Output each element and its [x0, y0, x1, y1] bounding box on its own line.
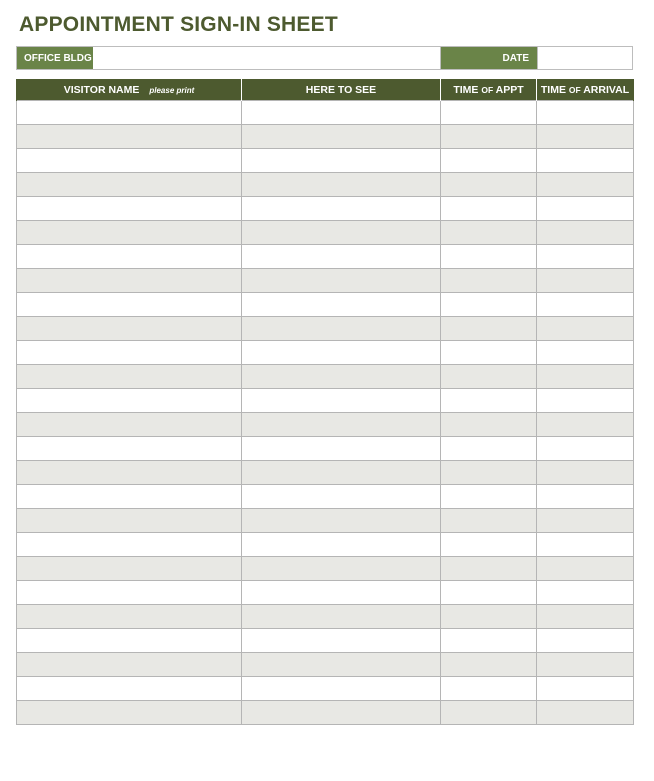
time-of-arrival-cell[interactable] — [537, 413, 634, 437]
here-to-see-cell[interactable] — [242, 581, 441, 605]
time-of-appt-cell[interactable] — [441, 389, 537, 413]
time-of-appt-cell[interactable] — [441, 485, 537, 509]
time-of-appt-part1: TIME — [453, 83, 482, 96]
date-field[interactable] — [537, 47, 632, 69]
column-header-time-of-appt — [441, 79, 537, 101]
here-to-see-cell[interactable] — [242, 125, 441, 149]
time-of-arrival-cell[interactable] — [537, 509, 634, 533]
here-to-see-cell[interactable] — [242, 293, 441, 317]
time-of-arrival-cell[interactable] — [537, 677, 634, 701]
visitor-name-cell[interactable] — [17, 653, 242, 677]
time-of-arrival-cell[interactable] — [537, 533, 634, 557]
time-of-appt-cell[interactable] — [441, 293, 537, 317]
visitor-name-cell[interactable] — [17, 701, 242, 725]
table-row — [17, 341, 634, 365]
visitor-name-cell[interactable] — [17, 557, 242, 581]
time-of-arrival-cell[interactable] — [537, 701, 634, 725]
time-of-appt-cell[interactable] — [441, 413, 537, 437]
time-of-arrival-cell[interactable] — [537, 653, 634, 677]
time-of-arrival-cell[interactable] — [537, 125, 634, 149]
time-of-appt-cell[interactable] — [441, 269, 537, 293]
table-row — [17, 389, 634, 413]
time-of-arrival-cell[interactable] — [537, 293, 634, 317]
time-of-appt-cell[interactable] — [441, 461, 537, 485]
office-bldg-field[interactable] — [93, 47, 441, 69]
visitor-name-cell[interactable] — [17, 197, 242, 221]
time-of-appt-part3: APPT — [493, 83, 524, 96]
here-to-see-cell[interactable] — [242, 413, 441, 437]
page-title: APPOINTMENT SIGN-IN SHEET — [19, 13, 338, 36]
time-of-arrival-cell[interactable] — [537, 461, 634, 485]
time-of-appt-cell[interactable] — [441, 581, 537, 605]
office-bldg-label: OFFICE BLDG — [17, 47, 93, 69]
time-of-arrival-cell[interactable] — [537, 101, 634, 125]
time-of-appt-cell[interactable] — [441, 197, 537, 221]
time-of-appt-cell[interactable] — [441, 605, 537, 629]
table-row — [17, 269, 634, 293]
time-of-appt-cell[interactable] — [441, 437, 537, 461]
time-of-arrival-part3: ARRIVAL — [580, 83, 630, 96]
visitor-name-cell[interactable] — [17, 389, 242, 413]
time-of-appt-part2: OF — [481, 84, 494, 95]
time-of-appt-cell[interactable] — [441, 701, 537, 725]
here-to-see-cell[interactable] — [242, 221, 441, 245]
table-row — [17, 677, 634, 701]
table-row — [17, 557, 634, 581]
table-header-row — [17, 79, 634, 101]
here-to-see-cell[interactable] — [242, 269, 441, 293]
column-header-here-to-see: HERE TO SEE — [242, 79, 441, 101]
time-of-arrival-cell[interactable] — [537, 437, 634, 461]
table-row — [17, 413, 634, 437]
column-header-time-of-arrival — [537, 79, 634, 101]
visitor-name-cell[interactable] — [17, 509, 242, 533]
here-to-see-cell[interactable] — [242, 245, 441, 269]
here-to-see-cell[interactable] — [242, 509, 441, 533]
table-row — [17, 653, 634, 677]
table-row — [17, 125, 634, 149]
visitor-name-cell[interactable] — [17, 605, 242, 629]
time-of-appt-cell[interactable] — [441, 245, 537, 269]
table-row — [17, 245, 634, 269]
time-of-arrival-cell[interactable] — [537, 389, 634, 413]
table-row — [17, 437, 634, 461]
table-row — [17, 221, 634, 245]
here-to-see-cell[interactable] — [242, 197, 441, 221]
time-of-arrival-cell[interactable] — [537, 245, 634, 269]
here-to-see-cell[interactable] — [242, 701, 441, 725]
here-to-see-cell[interactable] — [242, 533, 441, 557]
visitor-name-cell[interactable] — [17, 461, 242, 485]
time-of-arrival-cell[interactable] — [537, 365, 634, 389]
here-to-see-cell[interactable] — [242, 677, 441, 701]
here-to-see-cell[interactable] — [242, 485, 441, 509]
table-row — [17, 197, 634, 221]
time-of-appt-cell[interactable] — [441, 317, 537, 341]
table-row — [17, 533, 634, 557]
time-of-arrival-cell[interactable] — [537, 557, 634, 581]
time-of-appt-cell[interactable] — [441, 341, 537, 365]
here-to-see-cell[interactable] — [242, 605, 441, 629]
here-to-see-cell[interactable] — [242, 365, 441, 389]
visitor-name-cell[interactable] — [17, 293, 242, 317]
here-to-see-cell[interactable] — [242, 149, 441, 173]
visitor-name-cell[interactable] — [17, 677, 242, 701]
time-of-arrival-cell[interactable] — [537, 269, 634, 293]
date-label: DATE — [441, 47, 537, 69]
time-of-appt-cell[interactable] — [441, 557, 537, 581]
table-row — [17, 509, 634, 533]
time-of-appt-cell[interactable] — [441, 125, 537, 149]
table-body — [17, 101, 634, 725]
time-of-appt-cell[interactable] — [441, 365, 537, 389]
time-of-appt-cell[interactable] — [441, 221, 537, 245]
time-of-appt-cell[interactable] — [441, 653, 537, 677]
visitor-name-cell[interactable] — [17, 173, 242, 197]
here-to-see-cell[interactable] — [242, 101, 441, 125]
here-to-see-cell[interactable] — [242, 437, 441, 461]
table-row — [17, 149, 634, 173]
visitor-name-cell[interactable] — [17, 341, 242, 365]
column-header-visitor-name — [17, 79, 242, 101]
visitor-name-cell[interactable] — [17, 149, 242, 173]
time-of-appt-cell[interactable] — [441, 101, 537, 125]
visitor-name-cell[interactable] — [17, 269, 242, 293]
table-row — [17, 293, 634, 317]
visitor-name-cell[interactable] — [17, 533, 242, 557]
table-row — [17, 701, 634, 725]
table-row — [17, 101, 634, 125]
time-of-appt-cell[interactable] — [441, 149, 537, 173]
here-to-see-cell[interactable] — [242, 173, 441, 197]
time-of-arrival-cell[interactable] — [537, 485, 634, 509]
visitor-name-cell[interactable] — [17, 365, 242, 389]
time-of-arrival-part1: TIME — [540, 83, 569, 96]
visitor-name-cell[interactable] — [17, 317, 242, 341]
table-row — [17, 629, 634, 653]
time-of-appt-cell[interactable] — [441, 173, 537, 197]
time-of-arrival-cell[interactable] — [537, 581, 634, 605]
table-row — [17, 317, 634, 341]
table-row — [17, 365, 634, 389]
visitor-name-cell[interactable] — [17, 581, 242, 605]
here-to-see-cell[interactable] — [242, 389, 441, 413]
sign-in-table — [16, 79, 634, 725]
table-row — [17, 605, 634, 629]
time-of-arrival-cell[interactable] — [537, 173, 634, 197]
table-row — [17, 485, 634, 509]
visitor-name-cell[interactable] — [17, 245, 242, 269]
time-of-arrival-cell[interactable] — [537, 629, 634, 653]
visitor-name-cell[interactable] — [17, 485, 242, 509]
time-of-arrival-cell[interactable] — [537, 197, 634, 221]
time-of-arrival-cell[interactable] — [537, 341, 634, 365]
visitor-name-header-label: VISITOR NAME — [63, 83, 140, 96]
table-row — [17, 173, 634, 197]
here-to-see-cell[interactable] — [242, 629, 441, 653]
time-of-appt-cell[interactable] — [441, 677, 537, 701]
time-of-arrival-cell[interactable] — [537, 221, 634, 245]
visitor-name-cell[interactable] — [17, 101, 242, 125]
time-of-arrival-cell[interactable] — [537, 605, 634, 629]
time-of-arrival-cell[interactable] — [537, 149, 634, 173]
here-to-see-cell[interactable] — [242, 317, 441, 341]
visitor-name-cell[interactable] — [17, 413, 242, 437]
visitor-name-cell[interactable] — [17, 221, 242, 245]
visitor-name-cell[interactable] — [17, 125, 242, 149]
time-of-appt-cell[interactable] — [441, 509, 537, 533]
info-row — [16, 46, 633, 70]
time-of-appt-cell[interactable] — [441, 629, 537, 653]
please-print-note: please print — [149, 85, 195, 95]
time-of-arrival-cell[interactable] — [537, 317, 634, 341]
table-row — [17, 581, 634, 605]
time-of-arrival-part2: OF — [568, 84, 581, 95]
here-to-see-cell[interactable] — [242, 653, 441, 677]
here-to-see-cell[interactable] — [242, 341, 441, 365]
here-to-see-cell[interactable] — [242, 557, 441, 581]
time-of-appt-cell[interactable] — [441, 533, 537, 557]
table-row — [17, 461, 634, 485]
here-to-see-cell[interactable] — [242, 461, 441, 485]
visitor-name-cell[interactable] — [17, 437, 242, 461]
visitor-name-cell[interactable] — [17, 629, 242, 653]
